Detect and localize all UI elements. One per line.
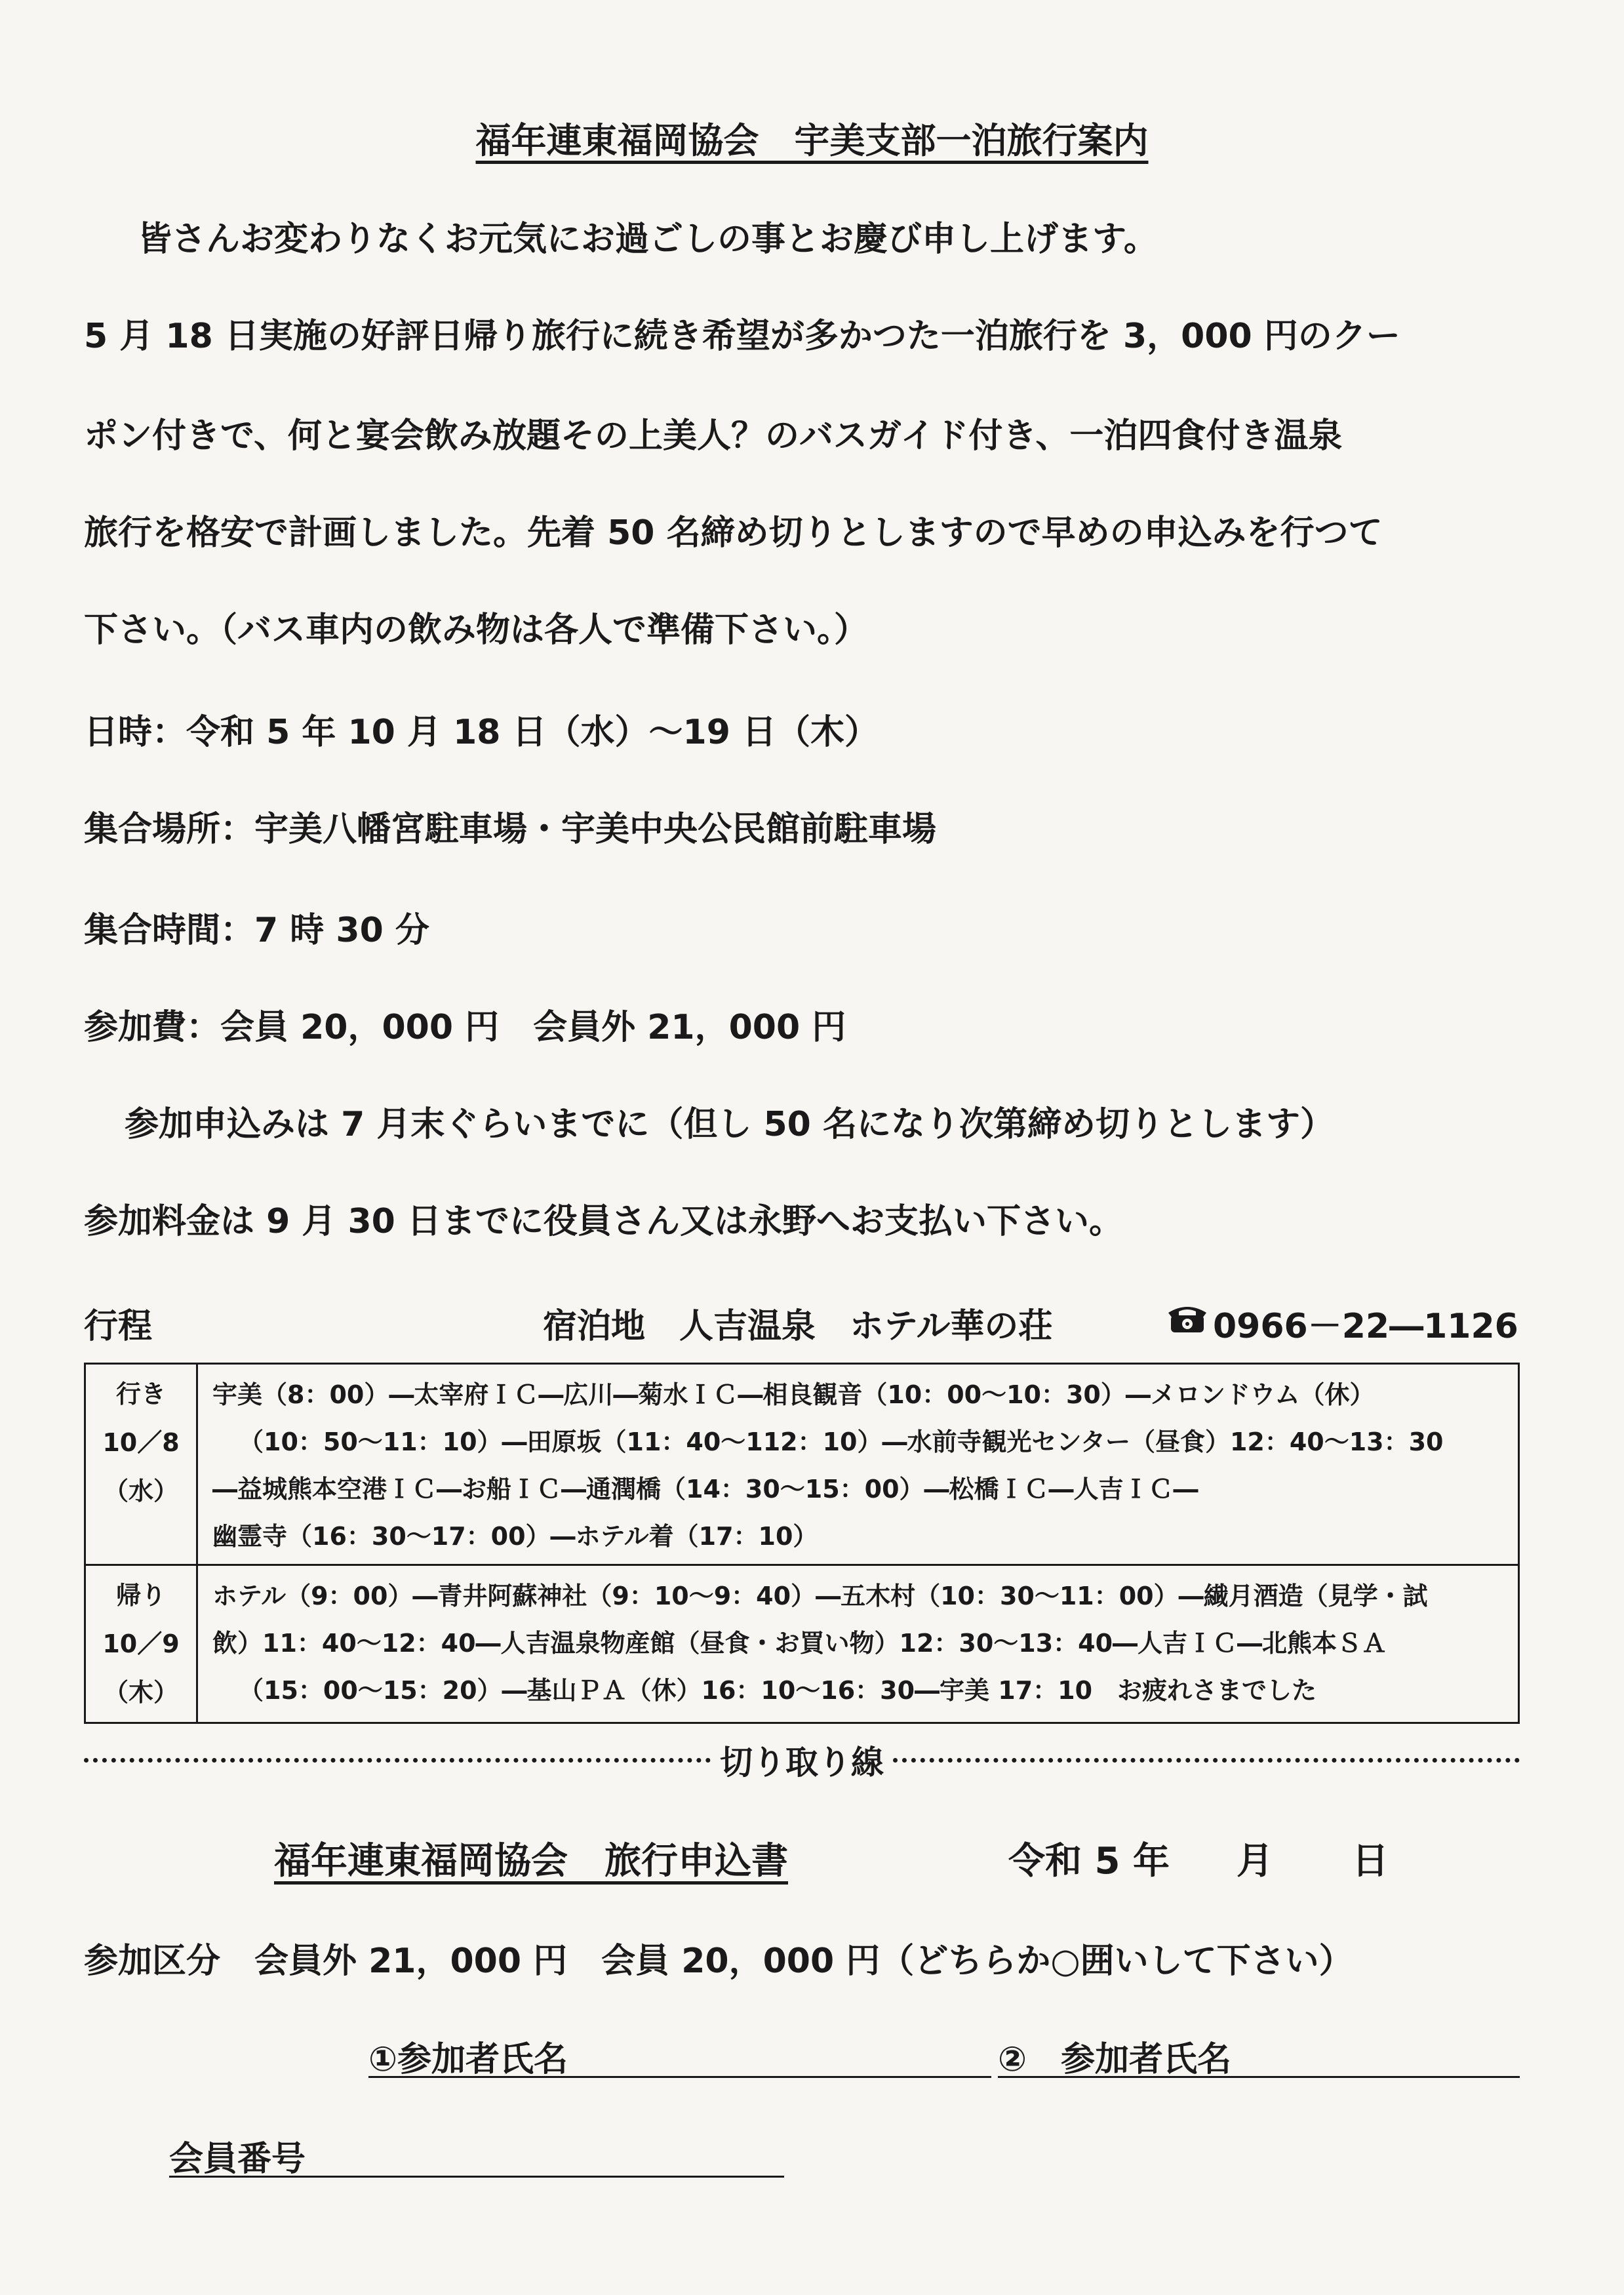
participant-2-field[interactable] [998,2076,1520,2078]
meeting-place-line: 集合場所：宇美八幡宮駐車場・宇美中央公民館前駐車場 [84,810,937,849]
return-label-text: 帰り [115,1581,166,1610]
cut-line-dots-right [893,1758,1520,1763]
return-weekday: （木） [103,1678,178,1707]
participant-2-label: ② 参加者氏名 [998,2040,1232,2079]
form-date-era: 令和 5 年 [1008,1840,1170,1883]
return-label [85,1565,197,1723]
route-line: （15：00～15：20）―基山ＰＡ（休）16：10～16：30―宇美 17：10 お疲れさまでした [239,1676,1317,1705]
participant-1-label: ①参加者氏名 [368,2040,568,2079]
outbound-label [85,1364,197,1565]
route-line: 幽霊寺（16：30～17：00）―ホテル着（17：10） [212,1522,818,1551]
lodging-info: 宿泊地 人吉温泉 ホテル華の荘 [543,1307,1053,1346]
outbound-label-text: 行き [115,1380,166,1408]
form-date-month: 月 [1237,1840,1273,1883]
return-date: 10／9 [102,1629,180,1658]
payment-line: 参加料金は 9 月 30 日までに役員さん又は永野へお支払い下さい。 [84,1202,1123,1241]
member-number-field[interactable] [169,2176,784,2178]
deadline-line: 参加申込みは 7 月末ぐらいまでに（但し 50 名になり次第締め切りとします） [125,1105,1334,1144]
cut-line-dots-left [84,1758,711,1763]
datetime-line: 日時：令和 5 年 10 月 18 日（水）～19 日（木） [84,713,879,752]
route-line: 宇美（8：00）―太宰府ＩＣ―広川―菊水ＩＣ―相良観音（10：00～10：30）―メロンドウム（休） [212,1380,1375,1409]
intro-line-1: 5 月 18 日実施の好評日帰り旅行に続き希望が多かつた一泊旅行を 3，000 円のクー [84,317,1400,356]
intro-line-2: ポン付きで、何と宴会飲み放題その上美人？のバスガイド付き、一泊四食付き温泉 [84,416,1343,456]
outbound-route [197,1364,1519,1565]
form-title: 福年連東福岡協会 旅行申込書 [274,1840,788,1883]
fee-line: 参加費：会員 20，000 円 会員外 21，000 円 [84,1008,846,1047]
route-line: ―益城熊本空港ＩＣ―お船ＩＣ―通潤橋（14：30～15：00）―松橋ＩＣ―人吉ＩＣ― [212,1475,1198,1504]
cut-line [84,1736,1520,1784]
route-line: 飲）11：40～12：40―人吉温泉物産館（昼食・お買い物）12：30～13：40―人吉ＩＣ―北熊本ＳＡ [212,1629,1387,1658]
participant-1-field[interactable] [368,2076,991,2078]
form-date-day: 日 [1352,1840,1389,1883]
outbound-date: 10／8 [102,1428,180,1457]
telephone-icon [1167,1301,1208,1338]
table-row [85,1364,1519,1565]
page-title: 福年連東福岡協会 宇美支部一泊旅行案内 [475,120,1149,161]
cut-line-label: 切り取り線 [720,1744,884,1782]
phone-number: 0966－22―1126 [1213,1307,1518,1346]
table-row [85,1565,1519,1723]
itinerary-table [84,1363,1520,1724]
route-line: ホテル（9：00）―青井阿蘇神社（9：10～9：40）―五木村（10：30～11：00）―繊月酒造（見学・試 [212,1582,1428,1610]
route-line: （10：50～11：10）―田原坂（11：40～112：10）―水前寺観光センター（昼食）12：40～13：30 [239,1427,1444,1456]
participation-category: 参加区分 会員外 21，000 円 会員 20，000 円（どちらか○囲いして下さい） [84,1942,1353,1981]
meeting-time-line: 集合時間：7 時 30 分 [84,911,429,950]
outbound-weekday: （水） [103,1477,178,1506]
intro-line-4: 下さい。（バス車内の飲み物は各人で準備下さい。） [84,610,869,650]
member-number-label: 会員番号 [169,2140,306,2179]
greeting-line: 皆さんお変わりなくお元気にお過ごしの事とお慶び申し上げます。 [138,220,1158,259]
intro-line-3: 旅行を格安で計画しました。先着 50 名締め切りとしますので早めの申込みを行つて [84,513,1383,553]
return-route [197,1565,1519,1723]
schedule-heading: 行程 [84,1307,153,1346]
